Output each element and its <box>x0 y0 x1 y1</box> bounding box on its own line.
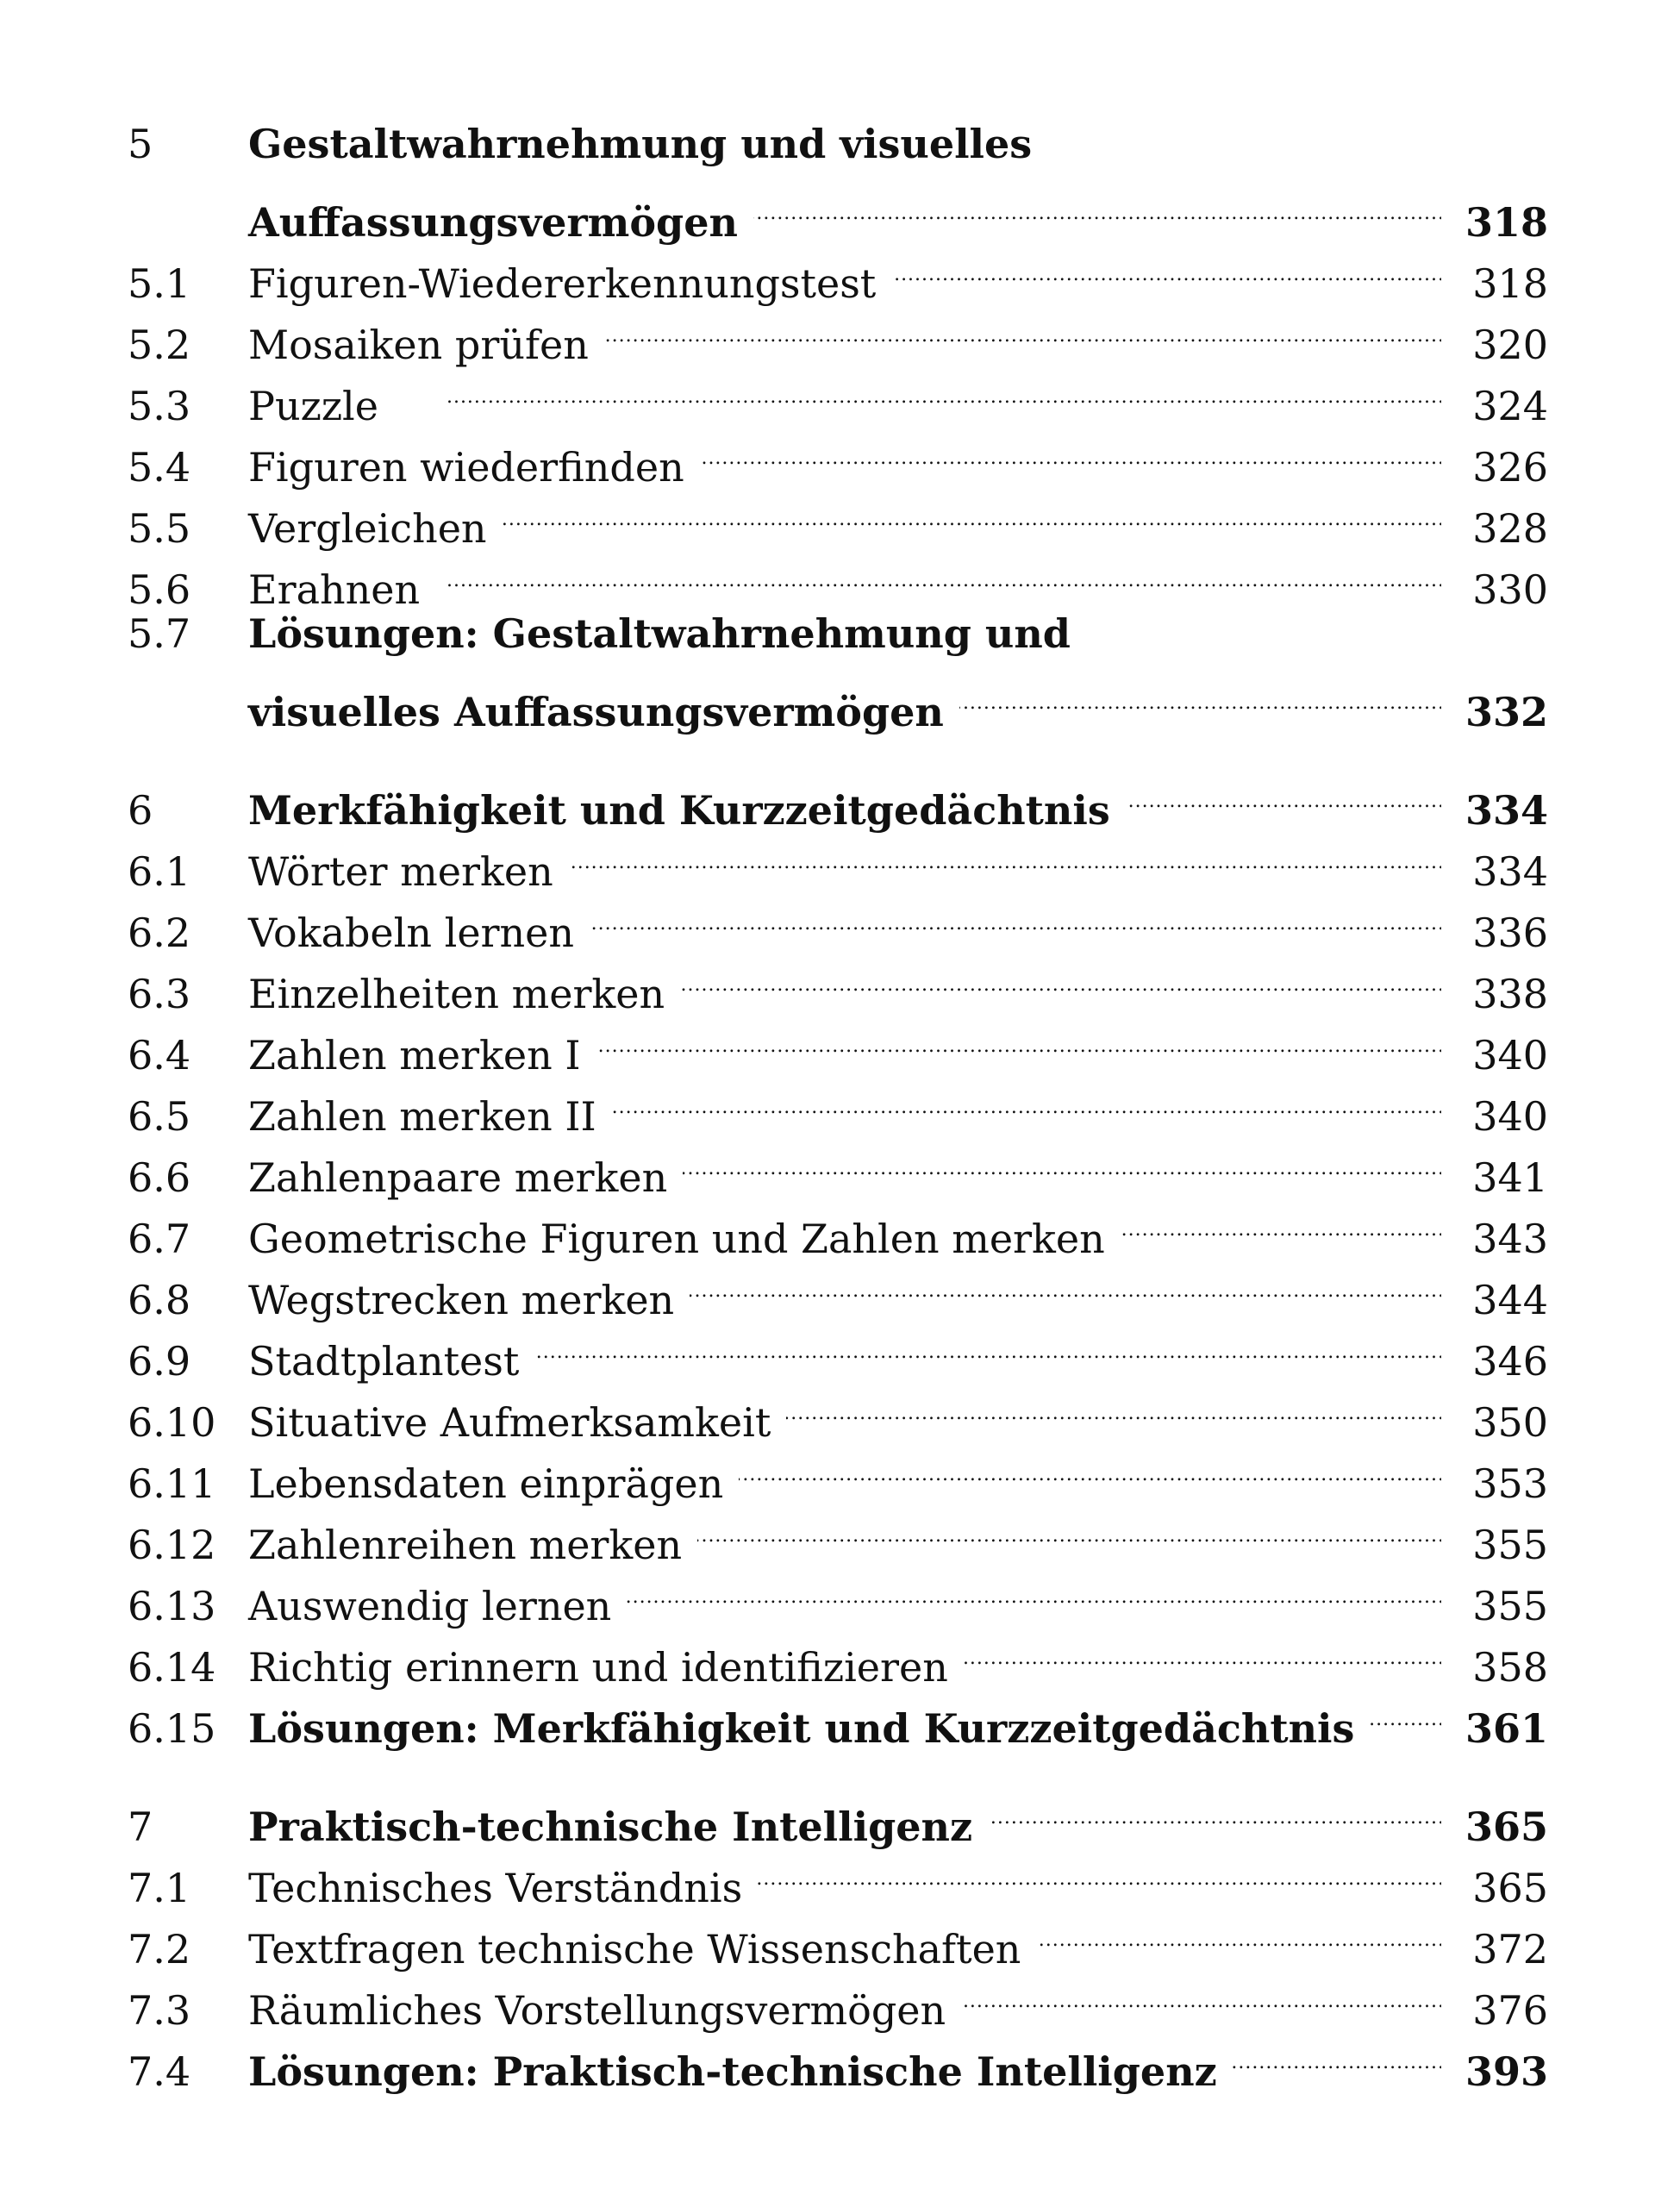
entry-title: Mosaiken prüfen <box>248 322 589 368</box>
entry-page-number: 372 <box>1472 1926 1548 1973</box>
entry-title: Auswendig lernen <box>248 1583 612 1629</box>
entry-page-number: 361 <box>1465 1705 1548 1752</box>
toc-entry-5-3[interactable] <box>128 359 1548 429</box>
toc-entry-5-6[interactable] <box>128 542 1548 613</box>
entry-number: 6.15 <box>128 1705 216 1752</box>
toc-entry-chapter-7[interactable] <box>128 1779 1548 1850</box>
dot-leader <box>612 1069 1441 1130</box>
entry-page-number: 365 <box>1465 1804 1548 1850</box>
entry-number: 6.9 <box>128 1338 191 1385</box>
entry-page-number: 355 <box>1472 1583 1548 1629</box>
toc-entry-6-7[interactable] <box>128 1191 1548 1262</box>
dot-leader <box>1233 2024 1441 2085</box>
entry-number: 7 <box>128 1804 153 1850</box>
entry-page-number: 393 <box>1465 2048 1548 2095</box>
toc-entry-6-3[interactable] <box>128 947 1548 1017</box>
entry-title: Technisches Verständnis <box>248 1865 743 1911</box>
entry-page-number: 324 <box>1472 383 1548 429</box>
dot-leader <box>690 1253 1441 1314</box>
entry-number: 6.3 <box>128 971 191 1017</box>
entry-number: 6.4 <box>128 1032 191 1078</box>
toc-entry-5-7[interactable] <box>128 603 1548 735</box>
dot-leader <box>739 1436 1441 1497</box>
entry-title: Erahnen <box>248 566 421 613</box>
dot-leader <box>534 1314 1441 1375</box>
toc-entry-6-10[interactable] <box>128 1375 1548 1446</box>
entry-page-number: 340 <box>1472 1093 1548 1140</box>
entry-number: 6.11 <box>128 1460 216 1507</box>
entry-number: 6.8 <box>128 1277 191 1323</box>
dot-leader <box>1036 1902 1441 1963</box>
dot-leader <box>964 1620 1441 1681</box>
dot-leader <box>988 1779 1441 1841</box>
entry-page-number: 338 <box>1472 971 1548 1017</box>
entry-page-number: 340 <box>1472 1032 1548 1078</box>
dot-leader <box>758 1841 1441 1902</box>
entry-title: Puzzle <box>248 383 378 429</box>
entry-page-number: 320 <box>1472 322 1548 368</box>
toc-entry-chapter-6[interactable] <box>128 763 1548 834</box>
entry-number: 7.1 <box>128 1865 191 1911</box>
entry-page-number: 376 <box>1472 1987 1548 2034</box>
dot-leader <box>700 420 1441 481</box>
entry-title: Textfragen technische Wissenschaften <box>248 1926 1021 1973</box>
dot-leader <box>1126 763 1441 824</box>
toc-entry-chapter-5[interactable] <box>128 114 1548 246</box>
toc-entry-6-1[interactable] <box>128 824 1548 895</box>
toc-entry-5-5[interactable] <box>128 481 1548 552</box>
entry-number: 7.4 <box>128 2048 191 2095</box>
toc-entry-6-8[interactable] <box>128 1253 1548 1323</box>
entry-title-line-2: visuelles Auffassungsvermögen <box>248 689 944 735</box>
toc-entry-6-14[interactable] <box>128 1620 1548 1691</box>
entry-page-number: 355 <box>1472 1522 1548 1568</box>
entry-number: 5.5 <box>128 505 191 552</box>
entry-number: 6.2 <box>128 910 191 956</box>
entry-title: Zahlenpaare merken <box>248 1154 668 1201</box>
toc-entry-7-4[interactable] <box>128 2024 1548 2095</box>
entry-number: 5.6 <box>128 566 191 613</box>
entry-title: Stadtplantest <box>248 1338 520 1385</box>
dot-leader <box>394 359 1441 420</box>
entry-title: Lösungen: Merkfähigkeit und Kurzzeitgedächtnis <box>248 1705 1355 1752</box>
entry-page-number: 343 <box>1472 1216 1548 1262</box>
entry-page-number: 358 <box>1472 1644 1548 1691</box>
entry-title: Zahlen merken II <box>248 1093 596 1140</box>
entry-page-number: 318 <box>1472 260 1548 307</box>
dot-leader <box>596 1008 1441 1069</box>
entry-page-number: 341 <box>1472 1154 1548 1201</box>
toc-entry-7-3[interactable] <box>128 1963 1548 2034</box>
dot-leader <box>959 665 1441 726</box>
entry-number: 6.6 <box>128 1154 191 1201</box>
entry-number: 6.14 <box>128 1644 216 1691</box>
entry-page-number: 328 <box>1472 505 1548 552</box>
toc-entry-7-2[interactable] <box>128 1902 1548 1973</box>
entry-number: 6.1 <box>128 848 191 895</box>
entry-title-line-1: Gestaltwahrnehmung und visuelles <box>248 121 1033 167</box>
entry-number: 6.13 <box>128 1583 216 1629</box>
entry-title: Richtig erinnern und identifizieren <box>248 1644 948 1691</box>
toc-entry-6-2[interactable] <box>128 885 1548 956</box>
toc-entry-6-15[interactable] <box>128 1681 1548 1752</box>
table-of-contents <box>128 114 1548 2095</box>
entry-page-number: 332 <box>1465 689 1548 735</box>
entry-title-line-2: Auffassungsvermögen <box>248 199 738 246</box>
toc-entry-7-1[interactable] <box>128 1841 1548 1911</box>
entry-title: Lösungen: Praktisch-technische Intelligenz <box>248 2048 1217 2095</box>
entry-title: Lebensdaten einprägen <box>248 1460 724 1507</box>
dot-leader <box>503 481 1441 542</box>
dot-leader <box>786 1375 1441 1436</box>
entry-title-line-1: Lösungen: Gestaltwahrnehmung und <box>248 610 1071 657</box>
entry-page-number: 330 <box>1472 566 1548 613</box>
entry-number: 6.10 <box>128 1399 216 1446</box>
entry-page-number: 334 <box>1472 848 1548 895</box>
dot-leader <box>1121 1191 1441 1253</box>
entry-number: 7.2 <box>128 1926 191 1973</box>
dot-leader <box>753 175 1441 236</box>
entry-title: Zahlen merken I <box>248 1032 581 1078</box>
entry-page-number: 350 <box>1472 1399 1548 1446</box>
entry-title: Situative Aufmerksamkeit <box>248 1399 771 1446</box>
entry-page-number: 353 <box>1472 1460 1548 1507</box>
entry-title: Praktisch-technische Intelligenz <box>248 1804 973 1850</box>
dot-leader <box>961 1963 1441 2024</box>
dot-leader <box>627 1559 1441 1620</box>
entry-number: 5 <box>128 121 153 167</box>
entry-title: Zahlenreihen merken <box>248 1522 683 1568</box>
entry-number: 5.2 <box>128 322 191 368</box>
entry-page-number: 334 <box>1465 787 1548 834</box>
toc-entry-5-1[interactable] <box>128 236 1548 307</box>
dot-leader <box>891 236 1441 297</box>
entry-page-number: 365 <box>1472 1865 1548 1911</box>
entry-page-number: 326 <box>1472 444 1548 491</box>
dot-leader <box>1370 1681 1441 1742</box>
toc-entry-5-2[interactable] <box>128 297 1548 368</box>
dot-leader <box>569 824 1441 885</box>
entry-title: Figuren wiederfinden <box>248 444 684 491</box>
dot-leader <box>590 885 1441 947</box>
toc-entry-6-5[interactable] <box>128 1069 1548 1140</box>
entry-page-number: 346 <box>1472 1338 1548 1385</box>
entry-title: Vergleichen <box>248 505 487 552</box>
entry-page-number: 344 <box>1472 1277 1548 1323</box>
entry-number: 6.7 <box>128 1216 191 1262</box>
entry-title: Räumliches Vorstellungsvermögen <box>248 1987 946 2034</box>
entry-number: 6.12 <box>128 1522 216 1568</box>
entry-title: Einzelheiten merken <box>248 971 665 1017</box>
entry-number: 5.1 <box>128 260 191 307</box>
toc-entry-6-9[interactable] <box>128 1314 1548 1385</box>
entry-title: Wegstrecken merken <box>248 1277 675 1323</box>
entry-number: 6.5 <box>128 1093 191 1140</box>
entry-number: 5.7 <box>128 610 191 657</box>
toc-entry-6-12[interactable] <box>128 1497 1548 1568</box>
dot-leader <box>683 1130 1441 1191</box>
entry-page-number: 318 <box>1465 199 1548 246</box>
dot-leader <box>697 1497 1441 1559</box>
entry-title: Wörter merken <box>248 848 553 895</box>
toc-entry-6-6[interactable] <box>128 1130 1548 1201</box>
entry-title: Merkfähigkeit und Kurzzeitgedächtnis <box>248 787 1110 834</box>
entry-number: 6 <box>128 787 153 834</box>
entry-number: 5.3 <box>128 383 191 429</box>
entry-number: 7.3 <box>128 1987 191 2034</box>
entry-title: Geometrische Figuren und Zahlen merken <box>248 1216 1105 1262</box>
dot-leader <box>604 297 1441 359</box>
toc-entry-6-4[interactable] <box>128 1008 1548 1078</box>
entry-title: Vokabeln lernen <box>248 910 575 956</box>
dot-leader <box>435 542 1441 603</box>
entry-page-number: 336 <box>1472 910 1548 956</box>
toc-entry-6-11[interactable] <box>128 1436 1548 1507</box>
toc-entry-6-13[interactable] <box>128 1559 1548 1629</box>
toc-entry-5-4[interactable] <box>128 420 1548 491</box>
dot-leader <box>680 947 1441 1008</box>
entry-number: 5.4 <box>128 444 191 491</box>
entry-title: Figuren-Wiedererkennungstest <box>248 260 877 307</box>
